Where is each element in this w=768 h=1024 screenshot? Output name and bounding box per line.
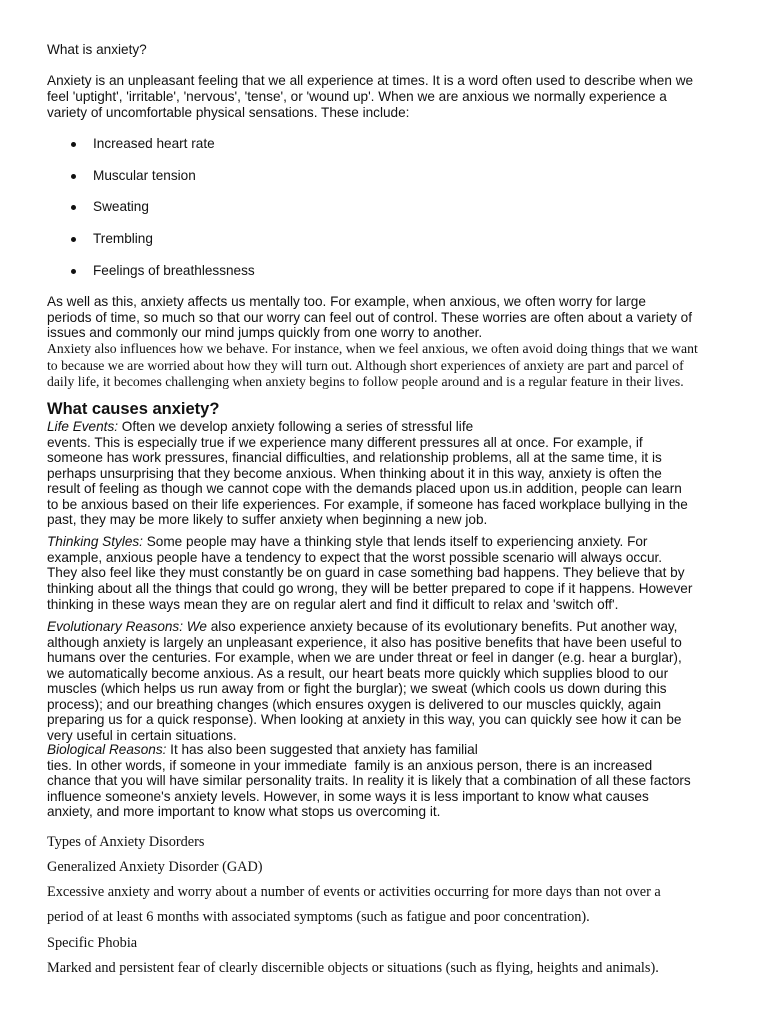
behave-line: to because we are worried about how they will turn out. Although short experiences of anxiety are part and parcel of xyxy=(47,357,684,373)
mental-line: issues and commonly our mind jumps quickly from one worry to another. xyxy=(47,325,483,341)
evolutionary-line: Evolutionary Reasons: We also experience anxiety because of its evolutionary benefits. Put another way, xyxy=(47,619,678,634)
evolutionary-line: muscles (which helps us run away from or fight the burglar); we sweat (which cools us down during this xyxy=(47,681,667,696)
intro-line: Anxiety is an unpleasant feeling that we all experience at times. It is a word often used to describe when we xyxy=(47,73,694,88)
symptom-item: Sweating xyxy=(93,199,149,214)
section-label: Life Events: xyxy=(47,419,119,434)
disorders-line: Excessive anxiety and worry about a number of events or activities occurring for more days than not over a xyxy=(47,884,661,900)
life-events-line: perhaps unsurprising that they become anxious. When thinking about it in this way, anxiety is often the xyxy=(47,465,662,481)
biological-line: chance that you will have similar personality traits. In reality it is likely that a combination of all these factors xyxy=(47,773,691,788)
life-events-line: past, they may be more likely to suffer anxiety when beginning a new job. xyxy=(47,512,488,527)
bullet-icon xyxy=(71,205,76,210)
mental-line: As well as this, anxiety affects us mentally too. For example, when anxious, we often worry for large xyxy=(47,294,646,309)
evolutionary-line: very useful in certain situations. xyxy=(47,727,237,743)
biological-line: Biological Reasons: It has also been suggested that anxiety has familial xyxy=(47,742,478,757)
life-events-line: someone has work pressures, financial difficulties, and relationship problems, all at the same time, it is xyxy=(47,450,662,465)
behave-line: daily life, it becomes challenging when anxiety begins to follow people around and is a regular feature in their lives. xyxy=(47,374,684,389)
section-label: Biological Reasons: xyxy=(47,742,167,757)
disorders-line: Marked and persistent fear of clearly discernible objects or situations (such as flying, heights and animals). xyxy=(47,960,659,976)
bullet-icon xyxy=(71,174,76,179)
life-events-line: Life Events: Often we develop anxiety following a series of stressful life xyxy=(47,419,474,434)
page-title: What is anxiety? xyxy=(47,42,147,57)
evolutionary-line: humans over the centuries. For example, when we are under threat or feel in danger (e.g. hear a burglar), xyxy=(47,650,682,665)
evolutionary-line: preparing us for a quick response). When looking at anxiety in this way, you can quickly see how it can be xyxy=(47,712,682,727)
disorders-line: Generalized Anxiety Disorder (GAD) xyxy=(47,859,263,875)
section-heading: What causes anxiety? xyxy=(47,400,220,418)
biological-line: anxiety, and more important to know what stops us overcoming it. xyxy=(47,804,441,819)
bullet-icon xyxy=(71,237,76,242)
thinking-styles-line: Thinking Styles: Some people may have a thinking style that lends itself to experiencing anxiety. For xyxy=(47,534,648,549)
bullet-icon xyxy=(71,142,76,147)
bullet-icon xyxy=(71,269,76,274)
evolutionary-line: we automatically become anxious. As a result, our heart beats more quickly which supplies blood to our xyxy=(47,665,669,681)
evolutionary-line: although anxiety is largely an unpleasant experience, it also has positive benefits that have been useful to xyxy=(47,634,682,650)
thinking-styles-line: example, anxious people have a tendency to expect that the worst possible scenario will always occur. xyxy=(47,549,663,565)
thinking-styles-line: They also feel like they must constantly be on guard in case something bad happens. They believe that by xyxy=(47,565,685,581)
life-events-line: to be anxious based on their life experiences. For example, if someone has faced workplace bullying in the xyxy=(47,496,688,512)
life-events-line: events. This is especially true if we experience many different pressures all at once. For example, if xyxy=(47,434,643,450)
biological-line: influence someone's anxiety levels. However, in some ways it is less important to know what causes xyxy=(47,788,649,804)
intro-line: variety of uncomfortable physical sensations. These include: xyxy=(47,105,410,120)
symptom-item: Trembling xyxy=(93,231,153,246)
biological-line: ties. In other words, if someone in your immediate family is an anxious person, there is an increased xyxy=(47,757,653,773)
section-label: Thinking Styles: xyxy=(47,534,143,549)
thinking-styles-line: thinking in these ways mean they are on regular alert and find it difficult to relax and 'switch off'. xyxy=(47,596,619,612)
thinking-styles-line: thinking about all the things that could go wrong, they will be better prepared to cope if it happens. However xyxy=(47,581,693,597)
disorders-line: Specific Phobia xyxy=(47,935,138,951)
symptom-item: Feelings of breathlessness xyxy=(93,263,255,278)
evolutionary-line: process); and our breathing changes (which ensures oxygen is delivered to our muscles quickly, again xyxy=(47,696,662,712)
symptom-item: Increased heart rate xyxy=(93,136,215,151)
disorders-heading: Types of Anxiety Disorders xyxy=(47,834,205,850)
disorders-line: period of at least 6 months with associated symptoms (such as fatigue and poor concentration). xyxy=(47,909,590,925)
mental-line: periods of time, so much so that our worry can feel out of control. These worries are often about a variety of xyxy=(47,309,693,325)
symptom-item: Muscular tension xyxy=(93,168,196,183)
intro-line: feel 'uptight', 'irritable', 'nervous', 'tense', or 'wound up'. When we are anxious we normally experience a xyxy=(47,89,667,104)
section-label: Evolutionary Reasons: We xyxy=(47,619,207,634)
behave-line: Anxiety also influences how we behave. For instance, when we feel anxious, we often avoid doing things that we want xyxy=(47,341,698,356)
life-events-line: result of feeling as though we cannot cope with the demands placed upon us.in addition, people can learn xyxy=(47,481,682,496)
